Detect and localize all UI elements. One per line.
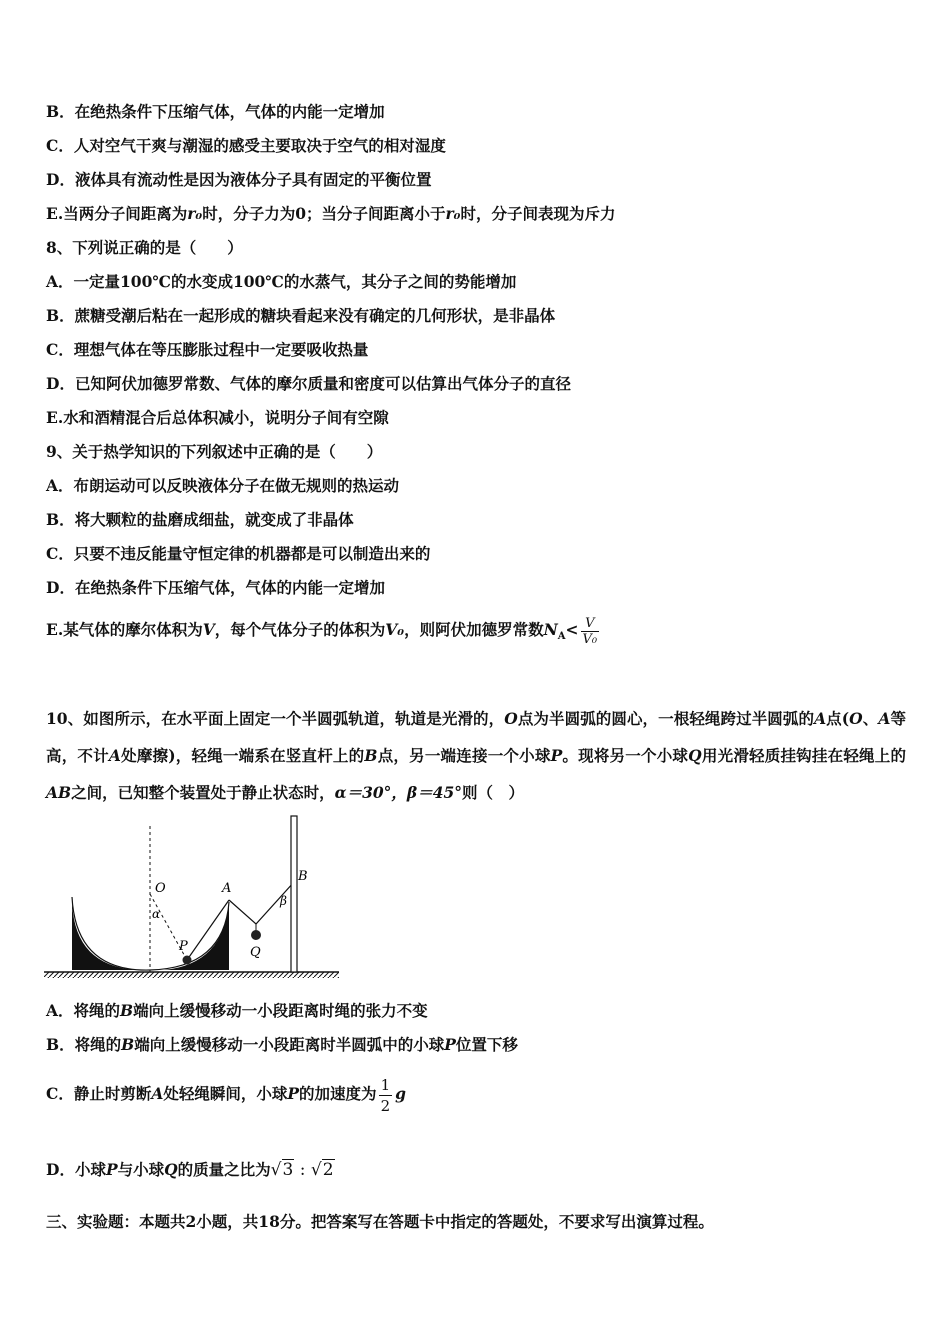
ground-hatch [44,972,339,978]
q9-option-a: A．布朗运动可以反映液体分子在做无规则的热运动 [46,476,400,495]
q7-option-c: C．人对空气干爽与潮湿的感受主要取决于空气的相对湿度 [46,136,446,155]
label-alpha: α [152,907,161,921]
section-3-heading: 三、实验题：本题共2小题，共18分。把答案写在答题卡中指定的答题处，不要求写出演算过程。 [46,1212,714,1231]
q10-option-b: B．将绳的B端向上缓慢移动一小段距离时半圆弧中的小球P位置下移 [46,1035,518,1054]
track-left-block [72,897,139,970]
label-b: B [298,869,308,884]
mass-ratio: √3 : √2 [270,1160,334,1180]
q8-option-e: E.水和酒精混合后总体积减小，说明分子间有空隙 [46,408,389,427]
q9-option-b: B．将大颗粒的盐磨成细盐，就变成了非晶体 [46,510,354,529]
label-beta: β [280,894,287,908]
q10-figure [44,812,344,984]
v-over-v0-fraction: $\frac{V}{\text{V₀}}$ [582,615,598,647]
r0-symbol: r₀ [445,204,461,223]
q8-stem: 8、下列说正确的是（ ） [46,238,243,257]
q7-option-d: D．液体具有流动性是因为液体分子具有固定的平衡位置 [46,170,432,189]
q8-option-c: C．理想气体在等压膨胀过程中一定要吸收热量 [46,340,369,359]
q7-option-b: B．在绝热条件下压缩气体，气体的内能一定增加 [46,102,385,121]
label-q: Q [250,945,261,960]
q10-stem: 10、如图所示，在水平面上固定一个半圆弧轨道，轨道是光滑的，O点为半圆弧的圆心，一根轻绳跨过半圆弧的A点(O、A等高，不计A处摩擦)，轻绳一端系在竖直杆上的B点，另一端连接一个小球P。现将另一个小球Q用光滑轻质挂钩挂在轻绳上的AB之间，已知整个装置处于静止状态时，α＝30°，β＝45°则（ ） [46,709,906,802]
ball-q [251,930,261,940]
q8-option-b: B．蔗糖受潮后粘在一起形成的糖块看起来没有确定的几何形状，是非晶体 [46,306,556,325]
q7-option-e: E.当两分子间距离为r₀时，分子力为0；当分子间距离小于r₀时，分子间表现为斥力 [46,204,616,223]
q10-option-a: A．将绳的B端向上缓慢移动一小段距离时绳的张力不变 [46,1001,428,1020]
vertical-pole [291,816,297,972]
q8-option-a: A．一定量100℃的水变成100℃的水蒸气，其分子之间的势能增加 [46,272,517,291]
q9-option-c: C．只要不违反能量守恒定律的机器都是可以制造出来的 [46,544,431,563]
label-o: O [155,881,166,896]
r0-symbol: r₀ [187,204,203,223]
q10-option-d: D．小球P与小球Q的质量之比为√3 : √2 [46,1160,334,1180]
q9-stem: 9、关于热学知识的下列叙述中正确的是（ ） [46,442,383,461]
one-half-fraction: $\frac{1}{2}$ [380,1075,391,1115]
q10-option-c: C．静止时剪断A处轻绳瞬间，小球P的加速度为 $\frac{1}{2}$ g [46,1075,406,1115]
label-p: P [179,939,188,954]
q8-option-d: D．已知阿伏加德罗常数、气体的摩尔质量和密度可以估算出气体分子的直径 [46,374,571,393]
q9-option-e: E.某气体的摩尔体积为V，每个气体分子的体积为V₀，则阿伏加德罗常数$N_A<$ $\frac{V}{\text{V₀}}$ [46,615,598,647]
ball-p [183,956,192,965]
q9-option-d: D．在绝热条件下压缩气体，气体的内能一定增加 [46,578,385,597]
label-a: A [222,881,232,896]
